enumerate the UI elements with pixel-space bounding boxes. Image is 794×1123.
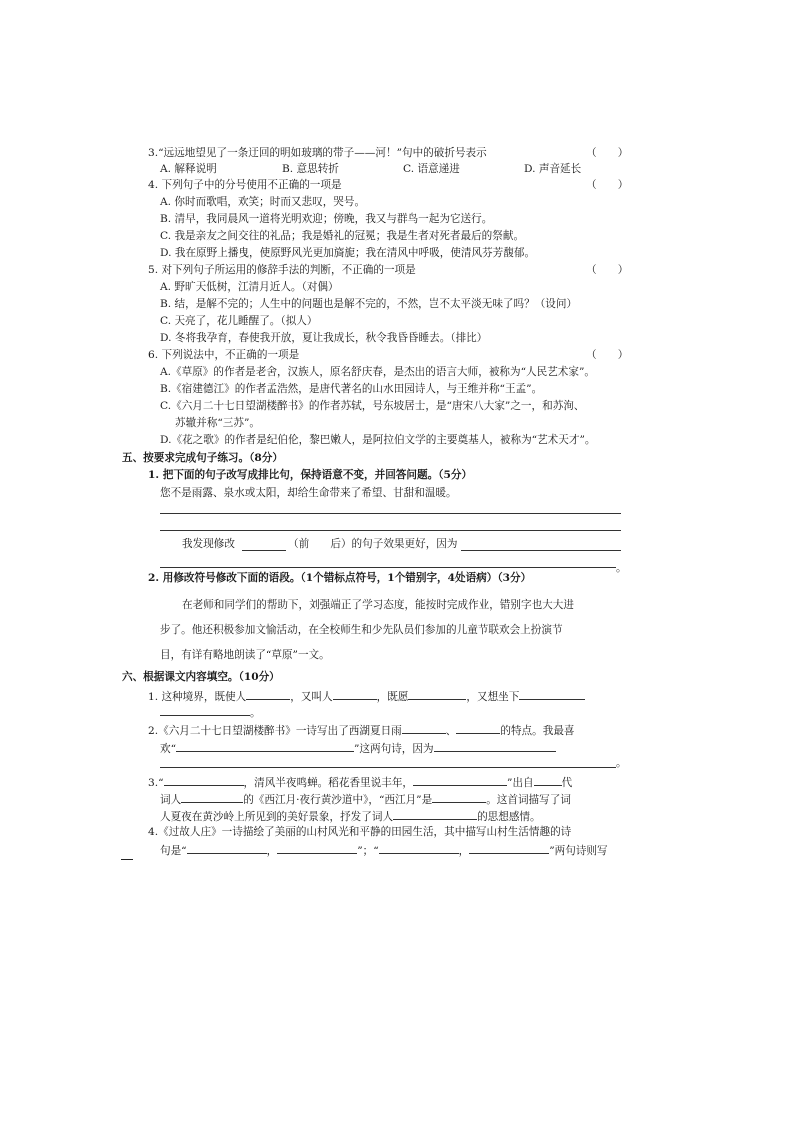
s6-q2-a: 2.《六月二十七日望湖楼醉书》一诗写出了西湖夏日雨 (148, 725, 402, 737)
s6-q1-end: 。 (250, 707, 261, 719)
s6-q4-blank-3[interactable] (379, 842, 459, 854)
s6-q3-b: ，清风半夜鸣蝉。稻花香里说丰年， (243, 777, 414, 789)
s6-q3-line-2 (160, 791, 571, 807)
q3-option-a: A. 解释说明 (160, 163, 217, 175)
q6-answer-paren[interactable]: （ ） (586, 349, 629, 361)
s6-q3-c: ”出自 (507, 777, 534, 789)
s6-q1-blank-3[interactable] (408, 688, 466, 700)
s6-q2-blank-3[interactable] (176, 740, 268, 752)
s6-q1-d: ，又想坐下 (466, 691, 520, 703)
s6-q2-d: 欢“ (160, 743, 177, 755)
s5-q2-para-line-3: 目，有详有略地朗读了“草原”一文。 (160, 649, 330, 661)
found-blank[interactable] (242, 550, 286, 551)
page-edge-mark (121, 859, 133, 860)
s6-q2-f: ”这两句诗，因为 (354, 743, 434, 755)
s6-q3-f: 的《西江月·夜行黄沙道中》，“西江月”是 (243, 794, 433, 806)
because-blank[interactable] (461, 550, 621, 551)
section-6-title: 六、根据课文内容填空。（10分） (122, 671, 280, 683)
s6-q2-blank-1[interactable] (402, 722, 446, 734)
q3-option-d: D. 声音延长 (524, 163, 582, 175)
q3-answer-paren[interactable]: （ ） (586, 147, 629, 159)
s5-q1-stem: 1. 把下面的句子改写成排比句，保持语意不变，并回答问题。（5分） (148, 469, 473, 481)
q3-option-c: C. 语意递进 (403, 163, 460, 175)
q3-stem: 3.“远远地望见了一条迂回的明如玻璃的带子——河！”句中的破折号表示 (148, 147, 487, 159)
q5-option-c: C. 天亮了，花儿睡醒了。（拟人） (160, 315, 318, 327)
s5-q2-stem: 2. 用修改符号修改下面的语段。（1个错标点符号，1个错别字，4处语病）（3分） (148, 572, 532, 584)
s6-q4-line-2 (160, 842, 608, 858)
s6-q4-e: ， (458, 845, 470, 857)
q5-option-b: B. 结，是解不完的；人生中的问题也是解不完的，不然，岂不太平淡无味了吗？（设问） (160, 298, 578, 310)
s5-q1-sentence: 您不是雨露、泉水或太阳，却给生命带来了希望、甘甜和温暖。 (160, 487, 457, 499)
s6-q2-end: 。 (616, 757, 627, 769)
s6-q3-blank-5[interactable] (432, 791, 486, 803)
s6-q2-blank-6[interactable] (160, 767, 616, 768)
q4-option-d: D. 我在原野上播曳，使原野风光更加旖旎；我在清风中呼吸，使清风芬芳馥郁。 (160, 247, 536, 259)
q6-option-a: A.《草原》的作者是老舍，汉族人，原名舒庆春，是杰出的语言大师，被称为“人民艺术家”。 (160, 366, 596, 378)
s6-q2-blank-2[interactable] (456, 722, 500, 734)
q5-answer-paren[interactable]: （ ） (586, 264, 629, 276)
s6-q3-a: 3.“ (148, 777, 164, 789)
s6-q4-blank-4[interactable] (469, 842, 549, 854)
s6-q3-g: 。这首词描写了词 (486, 794, 571, 806)
q4-option-c: C. 我是亲友之间交往的礼品；我是婚礼的冠冕；我是生者对死者最后的祭献。 (160, 230, 525, 242)
s6-q1-blank-1[interactable] (246, 688, 290, 700)
s6-q3-i: 的思想感情。 (477, 811, 541, 823)
q4-option-b: B. 清早，我同晨风一道将光明欢迎；傍晚，我又与群鸟一起为它送行。 (160, 213, 493, 225)
answer-line-1[interactable] (160, 513, 621, 514)
s6-q3-h: 人夏夜在黄沙岭上所见到的美好景象，抒发了词人 (160, 811, 394, 823)
q6-option-c-cont: 苏辙并称“三苏”。 (175, 417, 260, 429)
q4-answer-paren[interactable]: （ ） (586, 179, 629, 191)
s6-q3-line-1 (148, 774, 572, 790)
s6-q2-line-1 (148, 722, 575, 738)
s6-q1-c: ，既愿 (376, 691, 409, 703)
q3-option-b: B. 意思转折 (282, 163, 339, 175)
s6-q4-line-1: 4.《过故人庄》一诗描绘了美丽的山村风光和平静的田园生活，其中描写山村生活情趣的诗 (148, 826, 572, 838)
s6-q1-blank-2[interactable] (333, 688, 377, 700)
s6-q4-blank-2[interactable] (277, 842, 357, 854)
q6-option-c: C.《六月二十七日望湖楼醉书》的作者苏轼，号东坡居士，是“唐宋八大家”之一，和苏洵、 (160, 400, 585, 412)
s6-q1-line (148, 688, 585, 704)
s5-q1-found-b: （前 后）的句子效果更好，因为 (288, 538, 458, 550)
s6-q4-f: ”两句诗则写 (549, 845, 608, 857)
s6-q2-blank-4[interactable] (268, 740, 354, 752)
s6-q1-blank-4[interactable] (519, 688, 585, 700)
s6-q4-b: 句是“ (160, 845, 187, 857)
answer-line-3[interactable] (160, 567, 616, 568)
answer-line-2[interactable] (160, 530, 621, 531)
s6-q3-blank-4[interactable] (181, 791, 243, 803)
q4-option-a: A. 你时而歌唱，欢笑；时而又悲叹，哭号。 (160, 196, 366, 208)
s6-q4-d: ”；“ (357, 845, 379, 857)
s6-q3-blank-1[interactable] (164, 774, 244, 786)
s6-q2-b: 、 (445, 725, 457, 737)
q6-stem: 6. 下列说法中，不正确的一项是 (148, 349, 300, 361)
s6-q3-line-3 (160, 808, 541, 824)
s6-q3-blank-6[interactable] (393, 808, 477, 820)
s6-q4-c: ， (266, 845, 278, 857)
s6-q2-blank-5[interactable] (434, 740, 556, 752)
q5-stem: 5. 对下列句子所运用的修辞手法的判断，不正确的一项是 (148, 264, 416, 276)
q5-option-a: A. 野旷天低树，江清月近人。（对偶） (160, 281, 339, 293)
s5-q2-para-line-2: 步了。他还积极参加文愉活动，在全校师生和少先队员们参加的儿童节联欢会上扮演节 (160, 624, 563, 636)
s6-q3-d: 代 (561, 777, 573, 789)
q6-option-d: D.《花之歌》的作者是纪伯伦，黎巴嫩人，是阿拉伯文学的主要奠基人，被称为“艺术天才”。 (160, 434, 596, 446)
q4-stem: 4. 下列句子中的分号使用不正确的一项是 (148, 179, 342, 191)
s6-q1-a: 1. 这种境界，既使人 (148, 691, 247, 703)
s6-q3-e: 词人 (160, 794, 182, 806)
s6-q1-blank-5[interactable] (160, 715, 250, 716)
period-mark: 。 (616, 562, 627, 574)
q5-option-d: D. 冬将我孕育，春使我开放，夏让我成长，秋令我昏昏睡去。（排比） (160, 332, 488, 344)
s6-q3-blank-2[interactable] (413, 774, 507, 786)
s6-q2-c: 的特点。我最喜 (500, 725, 575, 737)
s6-q3-blank-3[interactable] (534, 774, 562, 786)
s5-q2-para-line-1: 在老师和同学们的帮助下，刘强端正了学习态度，能按时完成作业，错别字也大大进 (182, 599, 574, 611)
s6-q1-b: ，又叫人 (290, 691, 333, 703)
s6-q2-line-2 (160, 740, 556, 756)
section-5-title: 五、按要求完成句子练习。（8分） (122, 452, 283, 464)
q6-option-b: B.《宿建德江》的作者孟浩然，是唐代著名的山水田园诗人，与王维并称“王孟”。 (160, 383, 543, 395)
s6-q4-blank-1[interactable] (187, 842, 267, 854)
s5-q1-found-a: 我发现修改 (182, 538, 235, 550)
